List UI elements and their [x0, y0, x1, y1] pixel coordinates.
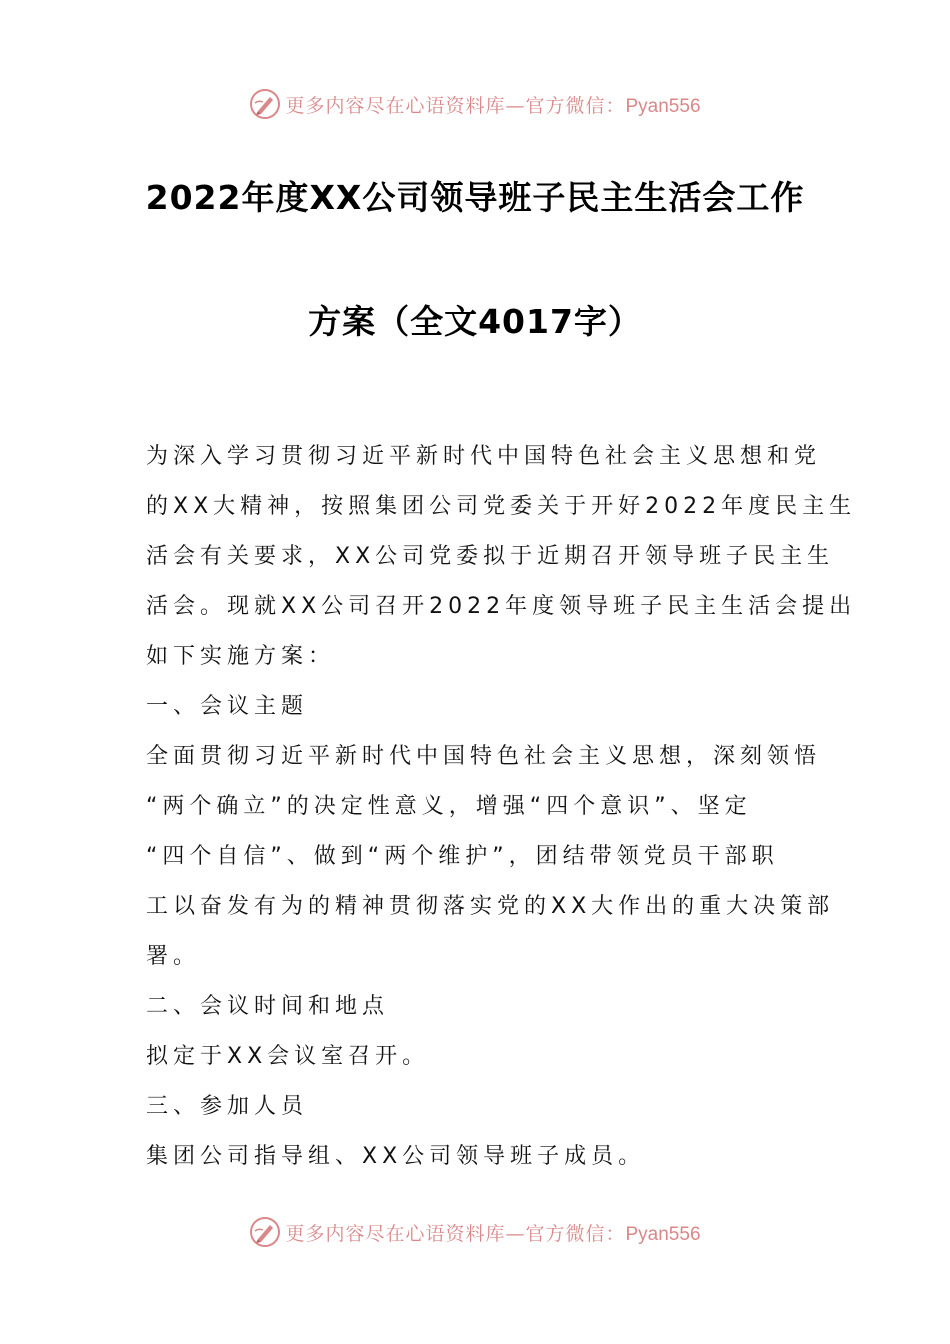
body-line: 署。: [146, 944, 201, 969]
watermark-wechat-id: Pyan556: [625, 95, 701, 117]
watermark-text: 更多内容尽在心语资料库—官方微信：Pyan556: [285, 94, 701, 117]
section-heading: 二、会议时间和地点: [146, 994, 390, 1019]
section-heading: 三、参加人员: [146, 1094, 309, 1119]
watermark-wechat-id: Pyan556: [625, 1223, 701, 1245]
body-line: 活会。现就XX公司召开2022年度领导班子民主生活会提出: [146, 594, 857, 619]
body-line: 为深入学习贯彻习近平新时代中国特色社会主义思想和党: [146, 444, 822, 469]
body-line: 全面贯彻习近平新时代中国特色社会主义思想，深刻领悟: [146, 744, 822, 769]
document-body: [146, 432, 857, 1182]
header-watermark: [0, 84, 950, 124]
document-title-line-1: 2022年度XX公司领导班子民主生活会工作: [145, 178, 805, 217]
body-line: 集团公司指导组、XX公司领导班子成员。: [146, 1144, 646, 1169]
body-line: 的XX大精神，按照集团公司党委关于开好2022年度民主生: [146, 494, 857, 519]
body-line: 工以奋发有为的精神贯彻落实党的XX大作出的重大决策部: [146, 894, 835, 919]
document-title-line-2: 方案（全文4017字）: [308, 302, 642, 341]
body-line: “两个确立”的决定性意义，增强“四个意识”、坚定: [146, 794, 752, 819]
body-line: “四个自信”、做到“两个维护”，团结带领党员干部职: [146, 844, 779, 869]
pen-logo-icon: [249, 88, 281, 120]
watermark-text: 更多内容尽在心语资料库—官方微信：Pyan556: [285, 1222, 701, 1245]
body-line: 拟定于XX会议室召开。: [146, 1044, 430, 1069]
body-line: 活会有关要求，XX公司党委拟于近期召开领导班子民主生: [146, 544, 835, 569]
body-line: 如下实施方案：: [146, 644, 336, 669]
footer-watermark: [0, 1212, 950, 1252]
section-heading: 一、会议主题: [146, 694, 309, 719]
pen-logo-icon: [249, 1216, 281, 1248]
